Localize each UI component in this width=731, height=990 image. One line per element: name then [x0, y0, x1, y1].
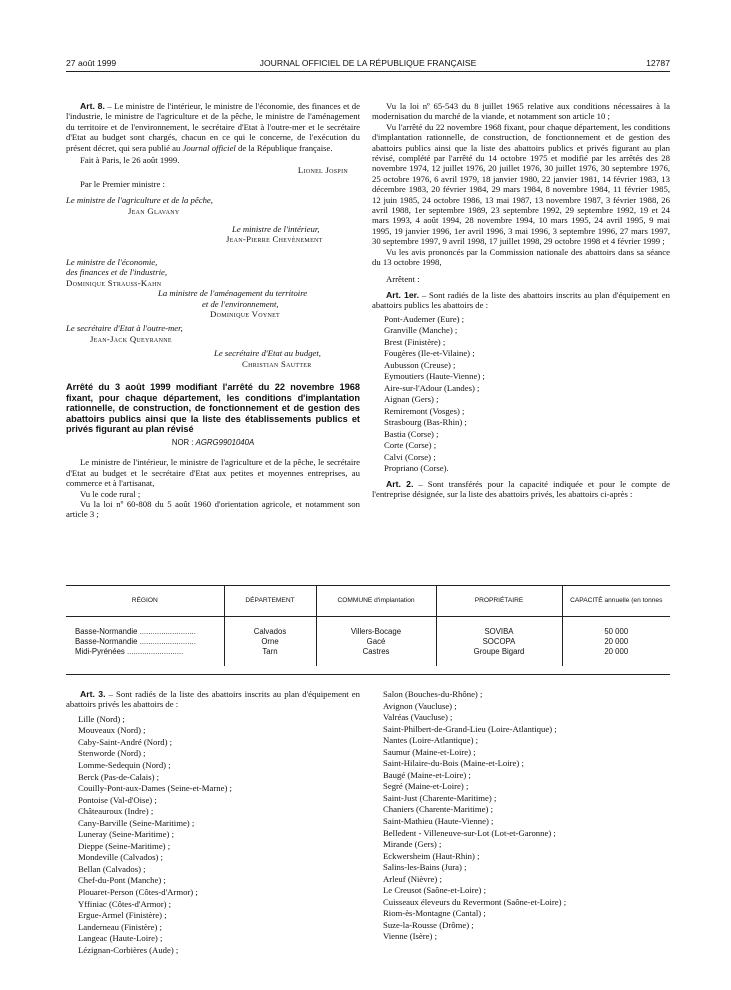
list-item: Saint-Philbert-de-Grand-Lieu (Loire-Atlantique) ;: [383, 723, 557, 734]
list-item: Cuisseaux éleveurs du Revermont (Saône-et-Loire) ;: [383, 896, 567, 907]
list-item: Mouveaux (Nord) ;: [78, 725, 146, 736]
list-item: Ergue-Armel (Finistère) ;: [78, 910, 167, 921]
table-cell: [66, 647, 224, 657]
list-item: Suze-la-Rousse (Drôme) ;: [383, 919, 474, 930]
signatures: [66, 155, 360, 369]
budget-name: Christian Sautter: [242, 358, 312, 369]
eco-name: Dominique Strauss-Kahn: [66, 277, 162, 288]
list-article-1: [372, 314, 670, 475]
table-header-row: [66, 586, 670, 616]
header-rule: [66, 71, 670, 72]
list-item: Chef-du-Pont (Manche) ;: [78, 875, 166, 886]
region-name: Midi-Pyrénées: [75, 646, 125, 656]
arretent: Arrêtent :: [386, 273, 420, 284]
running-header: [66, 58, 670, 70]
table-cell: [316, 657, 436, 666]
list-item: Avignon (Vaucluse) ;: [383, 700, 457, 711]
list-item: Dieppe (Seine-Maritime) ;: [78, 840, 171, 851]
list-item: Berck (Pas-de-Calais) ;: [78, 771, 160, 782]
amenag-title-2: et de l'environnement,: [202, 298, 279, 309]
right-column-top: [372, 101, 670, 500]
header-page-number: 12787: [646, 58, 670, 68]
list-item: Pont-Audemer (Eure) ;: [384, 313, 465, 324]
table-cell: [562, 657, 670, 666]
region-name: Basse-Normandie: [75, 626, 138, 636]
list-item: Saint-Just (Charente-Maritime) ;: [383, 792, 497, 803]
eco-title-2: des finances et de l'industrie,: [66, 267, 168, 278]
list-item: Calvi (Corse) ;: [384, 451, 436, 462]
by-pm: Par le Premier ministre :: [80, 178, 165, 189]
amenag-name: Dominique Voynet: [210, 308, 281, 319]
list-item: Aire-sur-l'Adour (Landes) ;: [384, 382, 480, 393]
list-item: Caby-Saint-André (Nord) ;: [78, 736, 173, 747]
outremer-title: Le secrétaire d'Etat à l'outre-mer,: [66, 323, 183, 334]
table-cell: [436, 657, 562, 666]
vu-loi-1960: Vu la loi nº 60-808 du 5 août 1960 d'orientation agricole, et notamment son article 3 ;: [66, 498, 360, 520]
list-article-3-left: [66, 714, 360, 956]
arrete-title: Arrêté du 3 août 1999 modifiant l'arrêté du 22 novembre 1968 fixant, pour chaque département, les conditions d'implantation rationnelle, de construction, de fonctionnement et de gestion des abattoirs publics ainsi que la liste des établissements publics et privés figurant au plan révisé: [66, 381, 360, 435]
table-cell: Calvados: [224, 616, 316, 637]
list-item: Saint-Mathieu (Haute-Vienne) ;: [383, 816, 494, 827]
region-name: Basse-Normandie: [75, 636, 138, 646]
list-item: Bellan (Calvados) ;: [78, 863, 146, 874]
left-column-top: [66, 101, 360, 520]
article-8: Art. 8. – Le ministre de l'intérieur, le ministre de l'économie, des finances et de l'industrie, le ministre de l'agriculture et de la pêche, le ministre de l'aménagement du territoire et de l'environnement, le secrétaire d'Etat à l'outre-mer et le secrétaire d'Etat au budget sont chargés, chacun en ce qui le concerne, de l'exécution du présent décret, qui sera publié au Journal officiel de la République française.: [66, 101, 361, 153]
list-item: Propriano (Corse).: [384, 463, 449, 474]
header-title: JOURNAL OFFICIEL DE LA RÉPUBLIQUE FRANÇAISE: [259, 58, 477, 68]
table-spacer-row: [66, 657, 670, 666]
list-item: Eckwersheim (Haut-Rhin) ;: [383, 850, 480, 861]
leader-dots: ..........................: [137, 626, 196, 636]
article-8-label: Art. 8.: [80, 101, 105, 111]
amenag-title: La ministre de l'aménagement du territoire: [158, 288, 308, 299]
table-cell: SOCOPA: [436, 637, 562, 647]
list-item: Cany-Barville (Seine-Maritime) ;: [78, 817, 195, 828]
header-date: 27 août 1999: [66, 58, 117, 68]
table-row: [66, 647, 670, 657]
th-region: RÉGION: [66, 586, 224, 616]
list-item: Belledent - Villeneuve-sur-Lot (Lot-et-Garonne) ;: [383, 827, 556, 838]
table-cell: [224, 657, 316, 666]
list-item: Bastia (Corse) ;: [384, 428, 439, 439]
table-row: [66, 616, 670, 637]
list-item: Remiremont (Vosges) ;: [384, 405, 465, 416]
th-capacite: CAPACITÉ annuelle (en tonnes: [562, 586, 670, 616]
list-item: Granville (Manche) ;: [384, 325, 458, 336]
list-item: Lille (Nord) ;: [78, 713, 125, 724]
list-item: Fougères (Ile-et-Vilaine) ;: [384, 348, 475, 359]
list-item: Mirande (Gers) ;: [383, 839, 442, 850]
table-cell: Tarn: [224, 647, 316, 657]
list-item: Aubusson (Creuse) ;: [384, 359, 456, 370]
article-1: Art. 1er. – Sont radiés de la liste des abattoirs inscrits au plan d'équipement en abattoirs publics les abattoirs de :: [372, 289, 670, 311]
list-item: Luneray (Seine-Maritime) ;: [78, 829, 175, 840]
table-cell: [66, 616, 224, 637]
right-column-bottom: [383, 689, 670, 943]
list-item: Brest (Finistère) ;: [384, 336, 446, 347]
list-item: Vienne (Isère) ;: [383, 931, 437, 942]
left-column-bottom: [66, 689, 360, 956]
arrete-intro: Le ministre de l'intérieur, le ministre de l'agriculture et de la pêche, le secrétaire d'Etat au budget et le secrétaire d'Etat aux petites et moyennes entreprises, au commerce et à l'artisanat,: [66, 457, 360, 489]
vu-code-rural: Vu le code rural ;: [80, 488, 141, 499]
interieur-title: Le ministre de l'intérieur,: [232, 224, 320, 235]
list-item: Corte (Corse) ;: [384, 440, 437, 451]
vu-arrete-1968: Vu l'arrêté du 22 novembre 1968 fixant, pour chaque département, les conditions d'implantation rationnelle, de construction, de fonctionnement et de gestion des abattoirs publics ainsi que la liste des abattoirs publics et privés figurant au plan révisé, complété par l'arrêté du 14 octobre 1975 et modifié par les arrêtés des 28 novembre 1974, 12 juillet 1976, 20 juillet 1976, 30 juillet 1976, 30 septembre 1976, 25 octobre 1976, 6 avril 1979, 18 janvier 1980, 22 janvier 1981, 14 février 1983, 13 décembre 1983, 20 février 1984, 29 mars 1984, 8 novembre 1984, 11 février 1985, 12 juin 1985, 24 octobre 1986, 13 mai 1987, 13 novembre 1987, 3 février 1988, 26 avril 1988, 1er septembre 1989, 23 septembre 1992, 29 septembre 1992, 19 et 24 mars 1993, 4 août 1994, 28 novembre 1994, 10 mars 1995, 24 avril 1995, 9 mai 1995, 19 janvier 1996, 1er avril 1996, 3 mai 1996, 3 septembre 1996, 27 mars 1997, 30 septembre 1997, 9 avril 1998, 17 juillet 1998, 29 octobre 1998 et 4 février 1999 ;: [372, 121, 670, 247]
table-cell: Gacé: [316, 637, 436, 647]
vu-avis: Vu les avis prononcés par la Commission nationale des abattoirs dans sa séance du 13 octobre 1998,: [372, 246, 670, 268]
table-cell: Groupe Bigard: [436, 647, 562, 657]
vu-loi-1965: Vu la loi nº 65-543 du 8 juillet 1965 relative aux conditions nécessaires à la modernisation du marché de la viande, et notamment son article 10 ;: [372, 101, 670, 122]
th-departement: DÉPARTEMENT: [224, 586, 316, 616]
list-item: Eymoutiers (Haute-Vienne) ;: [384, 371, 485, 382]
table-cell: 20 000: [562, 637, 670, 647]
th-commune: COMMUNE d'implantation: [316, 586, 436, 616]
list-item: Valréas (Vaucluse) ;: [383, 712, 453, 723]
list-item: Landerneau (Finistère) ;: [78, 921, 162, 932]
list-item: Châteauroux (Indre) ;: [78, 806, 154, 817]
signer-pm: Lionel Jospin: [297, 165, 348, 176]
list-item: Langeac (Haute-Loire) ;: [78, 933, 163, 944]
list-item: Lomme-Sedequin (Nord) ;: [78, 760, 171, 770]
list-item: Saint-Hilaire-du-Bois (Maine-et-Loire) ;: [383, 758, 524, 769]
list-item: Aignan (Gers) ;: [384, 394, 439, 405]
nor-line: NOR : AGRG9901040A: [171, 437, 255, 447]
list-item: Baugé (Maine-et-Loire) ;: [383, 769, 471, 780]
abattoirs-table: [66, 585, 670, 675]
list-item: Arleuf (Nièvre) ;: [383, 873, 442, 884]
outremer-name: Jean-Jack Queyranne: [90, 333, 172, 344]
list-item: Riom-ès-Montagne (Cantal) ;: [383, 908, 486, 919]
table-cell: 20 000: [562, 647, 670, 657]
table-cell: Villers-Bocage: [316, 616, 436, 637]
article-2: Art. 2. – Sont transférés pour la capacité indiquée et pour le compte de l'entreprise désignée, sur la liste des abattoirs privés, les abattoirs ci-après :: [372, 478, 670, 500]
article-3: Art. 3. – Sont radiés de la liste des abattoirs inscrits au plan d'équipement en abattoirs privés les abattoirs de :: [66, 689, 360, 710]
list-item: Plouaret-Person (Côtes-d'Armor) ;: [78, 887, 198, 898]
table-cell: 50 000: [562, 616, 670, 637]
list-item: Chaniers (Charente-Maritime) ;: [383, 804, 494, 815]
interieur-name: Jean-Pierre Chevènement: [226, 234, 323, 245]
list-item: Saumur (Maine-et-Loire) ;: [383, 746, 476, 757]
th-proprietaire: PROPRIÉTAIRE: [436, 586, 562, 616]
list-item: Mondeville (Calvados) ;: [78, 852, 163, 863]
list-item: Yffiniac (Côtes-d'Armor) ;: [78, 898, 172, 909]
table-cell: [66, 637, 224, 647]
table-cell: [66, 657, 224, 666]
list-item: Segré (Maine-et-Loire) ;: [383, 781, 469, 792]
budget-title: Le secrétaire d'Etat au budget,: [214, 348, 321, 359]
table-cell: SOVIBA: [436, 616, 562, 637]
leader-dots: ..........................: [137, 636, 196, 646]
list-item: Lézignan-Corbières (Aude) ;: [78, 944, 179, 955]
list-item: Stenworde (Nord) ;: [78, 748, 146, 759]
agri-name: Jean Glavany: [128, 205, 180, 216]
place-date: Fait à Paris, le 26 août 1999.: [80, 155, 180, 166]
list-item: Salins-les-Bains (Jura) ;: [383, 862, 467, 873]
leader-dots: ..........................: [124, 646, 184, 656]
table-cell: Castres: [316, 647, 436, 657]
list-item: Salon (Bouches-du-Rhône) ;: [383, 689, 483, 699]
list-item: Couilly-Pont-aux-Dames (Seine-et-Marne) ;: [78, 783, 232, 794]
agri-title: Le ministre de l'agriculture et de la pêche,: [66, 195, 213, 206]
list-item: Pontoise (Val-d'Oise) ;: [78, 794, 157, 805]
table-row: [66, 637, 670, 647]
nor-code: AGRG9901040A: [195, 437, 255, 447]
list-item: Strasbourg (Bas-Rhin) ;: [384, 417, 467, 428]
list-article-3-right: [383, 689, 670, 943]
eco-title: Le ministre de l'économie,: [66, 256, 158, 267]
list-item: Le Creusot (Saône-et-Loire) ;: [383, 885, 487, 896]
list-item: Nantes (Loire-Atlantique) ;: [383, 735, 479, 746]
table-cell: Orne: [224, 637, 316, 647]
